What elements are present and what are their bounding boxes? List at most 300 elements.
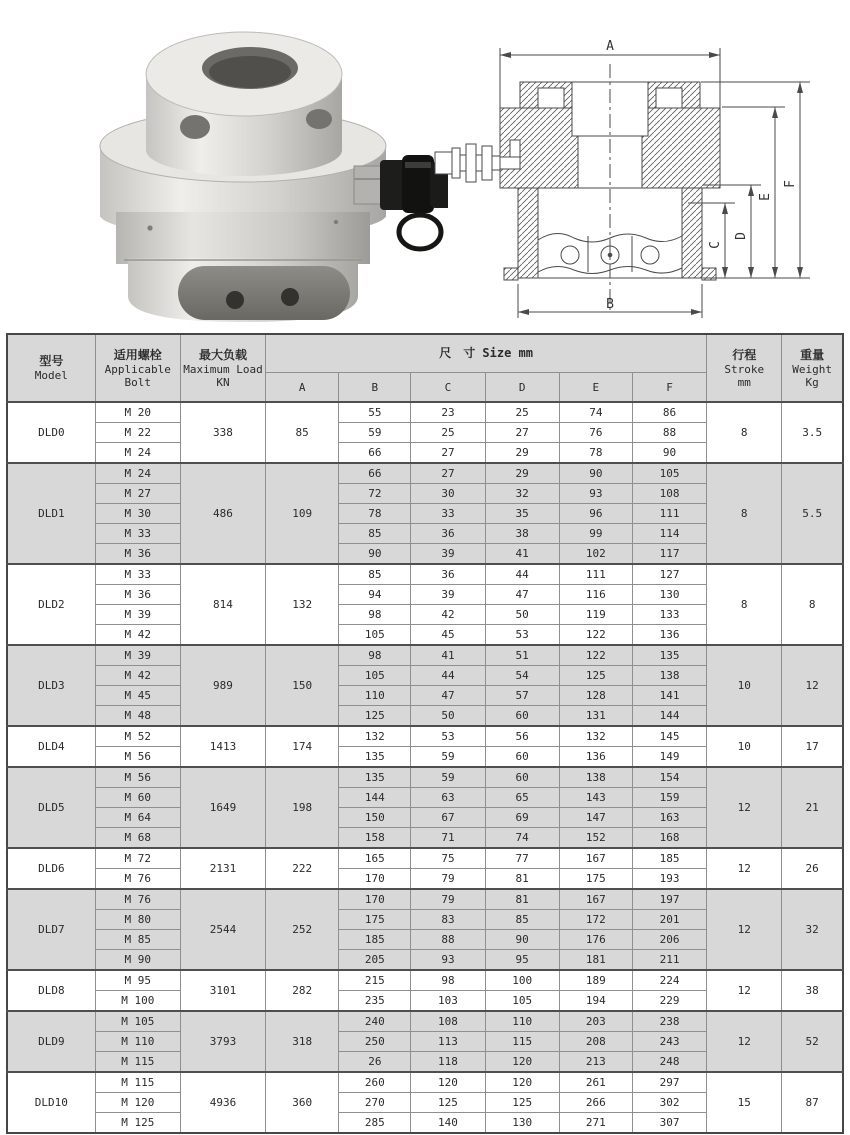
dim-b-cell: 26 [339,1052,411,1073]
model-cell: DLD5 [7,767,95,848]
dim-f-cell: 243 [632,1032,706,1052]
dim-f-cell: 133 [632,605,706,625]
dim-e-cell: 213 [559,1052,632,1073]
header-bolt: 适用螺栓 Applicable Bolt [95,334,180,402]
dim-d-cell: 35 [485,504,559,524]
model-cell: DLD4 [7,726,95,767]
dim-d-cell: 130 [485,1113,559,1134]
stroke-cell: 12 [707,970,782,1011]
bolt-cell: M 27 [95,484,180,504]
table-row [7,970,843,991]
dim-f-cell: 229 [632,991,706,1012]
dim-d-cell: 125 [485,1093,559,1113]
stroke-cell: 12 [707,889,782,970]
model-cell: DLD9 [7,1011,95,1072]
dim-b-cell: 270 [339,1093,411,1113]
weight-cell: 17 [782,726,843,767]
load-cell: 2131 [180,848,265,889]
dim-d-cell: 56 [485,726,559,747]
table-row [7,1072,843,1093]
bolt-cell: M 105 [95,1011,180,1032]
dimension-label-e: E [758,193,773,201]
weight-cell: 32 [782,889,843,970]
dim-f-cell: 90 [632,443,706,464]
dim-c-cell: 42 [411,605,485,625]
dim-d-cell: 44 [485,564,559,585]
dim-c-cell: 39 [411,585,485,605]
dim-e-cell: 143 [559,788,632,808]
dim-b-cell: 72 [339,484,411,504]
load-cell: 486 [180,463,265,564]
weight-cell: 26 [782,848,843,889]
table-row [7,564,843,585]
bolt-cell: M 80 [95,910,180,930]
table-row [7,1011,843,1032]
load-cell: 338 [180,402,265,463]
dim-d-cell: 81 [485,889,559,910]
dim-e-cell: 111 [559,564,632,585]
bolt-cell: M 56 [95,747,180,768]
table-row [7,402,843,423]
dim-c-cell: 71 [411,828,485,849]
bolt-cell: M 115 [95,1072,180,1093]
dim-b-cell: 235 [339,991,411,1012]
dim-d-cell: 95 [485,950,559,971]
bolt-cell: M 76 [95,869,180,890]
dim-b-cell: 105 [339,666,411,686]
stroke-cell: 8 [707,463,782,564]
bolt-cell: M 30 [95,504,180,524]
weight-cell: 5.5 [782,463,843,564]
dim-e-cell: 203 [559,1011,632,1032]
dim-f-cell: 211 [632,950,706,971]
model-cell: DLD8 [7,970,95,1011]
weight-cell: 12 [782,645,843,726]
load-cell: 1649 [180,767,265,848]
dim-b-cell: 215 [339,970,411,991]
dim-e-cell: 128 [559,686,632,706]
bolt-cell: M 48 [95,706,180,727]
bolt-cell: M 120 [95,1093,180,1113]
bolt-cell: M 125 [95,1113,180,1134]
bolt-cell: M 85 [95,930,180,950]
dim-c-cell: 50 [411,706,485,727]
dim-b-cell: 205 [339,950,411,971]
dim-f-cell: 168 [632,828,706,849]
dim-f-cell: 159 [632,788,706,808]
dim-f-cell: 108 [632,484,706,504]
dim-b-cell: 135 [339,767,411,788]
dim-c-cell: 23 [411,402,485,423]
bolt-cell: M 115 [95,1052,180,1073]
dimension-label-d: D [734,232,749,240]
header-size: 尺 寸 Size mm [266,334,707,373]
dim-f-cell: 145 [632,726,706,747]
dim-b-cell: 175 [339,910,411,930]
dim-b-cell: 66 [339,443,411,464]
weight-cell: 52 [782,1011,843,1072]
dim-c-cell: 63 [411,788,485,808]
dim-e-cell: 138 [559,767,632,788]
dim-e-cell: 76 [559,423,632,443]
dim-f-cell: 201 [632,910,706,930]
dim-c-cell: 140 [411,1113,485,1134]
dim-f-cell: 297 [632,1072,706,1093]
stroke-cell: 8 [707,402,782,463]
dim-f-cell: 135 [632,645,706,666]
dim-d-cell: 53 [485,625,559,646]
bolt-cell: M 90 [95,950,180,971]
dim-d-cell: 54 [485,666,559,686]
dim-a-cell: 132 [266,564,339,645]
dim-b-cell: 158 [339,828,411,849]
dim-a-cell: 109 [266,463,339,564]
dim-d-cell: 41 [485,544,559,565]
dim-c-cell: 27 [411,463,485,484]
dim-e-cell: 194 [559,991,632,1012]
dim-d-cell: 120 [485,1072,559,1093]
dim-e-cell: 122 [559,625,632,646]
stroke-cell: 8 [707,564,782,645]
bolt-cell: M 33 [95,564,180,585]
table-row [7,767,843,788]
dim-f-cell: 302 [632,1093,706,1113]
bolt-cell: M 24 [95,443,180,464]
dim-e-cell: 167 [559,848,632,869]
dim-f-cell: 136 [632,625,706,646]
dim-d-cell: 27 [485,423,559,443]
dim-a-cell: 85 [266,402,339,463]
bolt-cell: M 100 [95,991,180,1012]
header-dim-c: C [411,373,485,403]
model-cell: DLD7 [7,889,95,970]
dim-c-cell: 113 [411,1032,485,1052]
dim-d-cell: 47 [485,585,559,605]
dim-f-cell: 88 [632,423,706,443]
bolt-cell: M 56 [95,767,180,788]
stroke-cell: 12 [707,848,782,889]
table-row [7,848,843,869]
dim-d-cell: 115 [485,1032,559,1052]
bolt-cell: M 42 [95,625,180,646]
dim-c-cell: 88 [411,930,485,950]
cross-section-drawing [420,0,850,333]
dim-e-cell: 102 [559,544,632,565]
dim-d-cell: 120 [485,1052,559,1073]
dim-e-cell: 90 [559,463,632,484]
bolt-cell: M 76 [95,889,180,910]
dim-b-cell: 170 [339,869,411,890]
dim-b-cell: 59 [339,423,411,443]
weight-cell: 21 [782,767,843,848]
dim-f-cell: 144 [632,706,706,727]
dim-a-cell: 174 [266,726,339,767]
header-weight: 重量 Weight Kg [782,334,843,402]
dim-d-cell: 81 [485,869,559,890]
dim-c-cell: 125 [411,1093,485,1113]
dim-f-cell: 117 [632,544,706,565]
bolt-cell: M 95 [95,970,180,991]
dim-e-cell: 78 [559,443,632,464]
load-cell: 3101 [180,970,265,1011]
model-cell: DLD0 [7,402,95,463]
dim-c-cell: 45 [411,625,485,646]
dim-b-cell: 170 [339,889,411,910]
bolt-cell: M 68 [95,828,180,849]
dim-b-cell: 125 [339,706,411,727]
dim-b-cell: 55 [339,402,411,423]
table-row [7,889,843,910]
dim-a-cell: 318 [266,1011,339,1072]
table-row [7,463,843,484]
dim-b-cell: 250 [339,1032,411,1052]
dim-b-cell: 135 [339,747,411,768]
load-cell: 2544 [180,889,265,970]
weight-cell: 3.5 [782,402,843,463]
dim-b-cell: 144 [339,788,411,808]
bolt-cell: M 52 [95,726,180,747]
dim-d-cell: 100 [485,970,559,991]
dim-c-cell: 27 [411,443,485,464]
dim-d-cell: 65 [485,788,559,808]
dimension-label-a: A [606,39,614,54]
dim-a-cell: 222 [266,848,339,889]
dim-b-cell: 132 [339,726,411,747]
load-cell: 1413 [180,726,265,767]
dim-c-cell: 41 [411,645,485,666]
dim-e-cell: 176 [559,930,632,950]
dim-c-cell: 44 [411,666,485,686]
dim-b-cell: 85 [339,524,411,544]
dim-f-cell: 105 [632,463,706,484]
dim-a-cell: 360 [266,1072,339,1133]
model-cell: DLD6 [7,848,95,889]
stroke-cell: 15 [707,1072,782,1133]
dim-d-cell: 51 [485,645,559,666]
dim-f-cell: 248 [632,1052,706,1073]
dim-e-cell: 181 [559,950,632,971]
dim-f-cell: 185 [632,848,706,869]
weight-cell: 87 [782,1072,843,1133]
dim-c-cell: 59 [411,747,485,768]
dim-b-cell: 165 [339,848,411,869]
dim-e-cell: 189 [559,970,632,991]
dim-d-cell: 69 [485,808,559,828]
bolt-cell: M 22 [95,423,180,443]
dim-c-cell: 67 [411,808,485,828]
header-dim-a: A [266,373,339,403]
stroke-cell: 10 [707,645,782,726]
dim-e-cell: 96 [559,504,632,524]
dim-d-cell: 105 [485,991,559,1012]
weight-cell: 8 [782,564,843,645]
dim-b-cell: 85 [339,564,411,585]
dim-f-cell: 197 [632,889,706,910]
dim-b-cell: 285 [339,1113,411,1134]
dim-d-cell: 90 [485,930,559,950]
dim-f-cell: 238 [632,1011,706,1032]
dim-e-cell: 99 [559,524,632,544]
header-dim-b: B [339,373,411,403]
stroke-cell: 12 [707,1011,782,1072]
dim-e-cell: 167 [559,889,632,910]
header-row-1 [7,334,843,373]
header-stroke: 行程 Stroke mm [707,334,782,402]
dim-c-cell: 59 [411,767,485,788]
model-cell: DLD3 [7,645,95,726]
dim-e-cell: 116 [559,585,632,605]
spec-table-wrap [0,333,850,1134]
dim-c-cell: 98 [411,970,485,991]
dim-d-cell: 50 [485,605,559,625]
model-cell: DLD2 [7,564,95,645]
dim-f-cell: 130 [632,585,706,605]
dim-e-cell: 175 [559,869,632,890]
model-cell: DLD10 [7,1072,95,1133]
table-row [7,726,843,747]
header-dim-f: F [632,373,706,403]
dim-c-cell: 103 [411,991,485,1012]
dim-f-cell: 141 [632,686,706,706]
dimension-label-f: F [783,180,798,188]
dim-a-cell: 198 [266,767,339,848]
dim-c-cell: 36 [411,564,485,585]
header-dim-e: E [559,373,632,403]
dim-e-cell: 93 [559,484,632,504]
dim-e-cell: 131 [559,706,632,727]
dim-c-cell: 108 [411,1011,485,1032]
dim-b-cell: 260 [339,1072,411,1093]
dim-c-cell: 39 [411,544,485,565]
dim-f-cell: 111 [632,504,706,524]
dim-e-cell: 74 [559,402,632,423]
dim-f-cell: 114 [632,524,706,544]
dim-d-cell: 60 [485,767,559,788]
load-cell: 3793 [180,1011,265,1072]
dim-d-cell: 32 [485,484,559,504]
bolt-cell: M 24 [95,463,180,484]
dim-d-cell: 38 [485,524,559,544]
load-cell: 814 [180,564,265,645]
dim-e-cell: 147 [559,808,632,828]
dimension-label-c: C [708,241,723,249]
dim-c-cell: 53 [411,726,485,747]
dim-b-cell: 110 [339,686,411,706]
dim-b-cell: 185 [339,930,411,950]
dim-f-cell: 206 [632,930,706,950]
dim-c-cell: 120 [411,1072,485,1093]
dim-e-cell: 271 [559,1113,632,1134]
model-cell: DLD1 [7,463,95,564]
bolt-cell: M 110 [95,1032,180,1052]
dim-e-cell: 172 [559,910,632,930]
load-cell: 4936 [180,1072,265,1133]
dim-d-cell: 57 [485,686,559,706]
dim-a-cell: 282 [266,970,339,1011]
dim-f-cell: 163 [632,808,706,828]
bolt-cell: M 33 [95,524,180,544]
dim-b-cell: 94 [339,585,411,605]
dim-c-cell: 36 [411,524,485,544]
dim-d-cell: 77 [485,848,559,869]
bolt-cell: M 36 [95,544,180,565]
dim-c-cell: 79 [411,889,485,910]
bolt-cell: M 36 [95,585,180,605]
dim-e-cell: 122 [559,645,632,666]
header-load: 最大负载 Maximum Load KN [180,334,265,402]
weight-cell: 38 [782,970,843,1011]
photo-bridge-window [178,266,350,320]
photo-top-ring [146,32,342,176]
dim-b-cell: 98 [339,645,411,666]
dim-f-cell: 154 [632,767,706,788]
dim-c-cell: 33 [411,504,485,524]
dim-f-cell: 86 [632,402,706,423]
table-row [7,645,843,666]
dim-d-cell: 60 [485,747,559,768]
dimension-label-b: B [606,297,614,312]
dim-b-cell: 90 [339,544,411,565]
dim-e-cell: 125 [559,666,632,686]
bolt-cell: M 45 [95,686,180,706]
dim-d-cell: 110 [485,1011,559,1032]
dim-e-cell: 208 [559,1032,632,1052]
dim-b-cell: 105 [339,625,411,646]
dim-e-cell: 119 [559,605,632,625]
dim-b-cell: 240 [339,1011,411,1032]
dim-b-cell: 66 [339,463,411,484]
dim-e-cell: 132 [559,726,632,747]
load-cell: 989 [180,645,265,726]
dim-f-cell: 127 [632,564,706,585]
dim-e-cell: 266 [559,1093,632,1113]
dim-a-cell: 252 [266,889,339,970]
header-dim-d: D [485,373,559,403]
bolt-cell: M 64 [95,808,180,828]
dim-d-cell: 25 [485,402,559,423]
dim-c-cell: 75 [411,848,485,869]
dim-e-cell: 136 [559,747,632,768]
dim-b-cell: 78 [339,504,411,524]
stroke-cell: 12 [707,767,782,848]
bolt-cell: M 39 [95,605,180,625]
dim-c-cell: 25 [411,423,485,443]
dim-f-cell: 149 [632,747,706,768]
bolt-cell: M 20 [95,402,180,423]
dim-f-cell: 193 [632,869,706,890]
dim-d-cell: 29 [485,443,559,464]
dim-c-cell: 79 [411,869,485,890]
dim-b-cell: 150 [339,808,411,828]
dim-f-cell: 307 [632,1113,706,1134]
dim-f-cell: 224 [632,970,706,991]
dim-d-cell: 60 [485,706,559,727]
tensioner-product-photo [28,0,448,333]
dim-a-cell: 150 [266,645,339,726]
dim-c-cell: 93 [411,950,485,971]
dim-b-cell: 98 [339,605,411,625]
header-model: 型号 Model [7,334,95,402]
bolt-cell: M 60 [95,788,180,808]
dim-c-cell: 83 [411,910,485,930]
dim-c-cell: 47 [411,686,485,706]
dim-c-cell: 30 [411,484,485,504]
dim-e-cell: 261 [559,1072,632,1093]
bolt-cell: M 39 [95,645,180,666]
page-top [0,0,850,333]
dim-d-cell: 85 [485,910,559,930]
stroke-cell: 10 [707,726,782,767]
